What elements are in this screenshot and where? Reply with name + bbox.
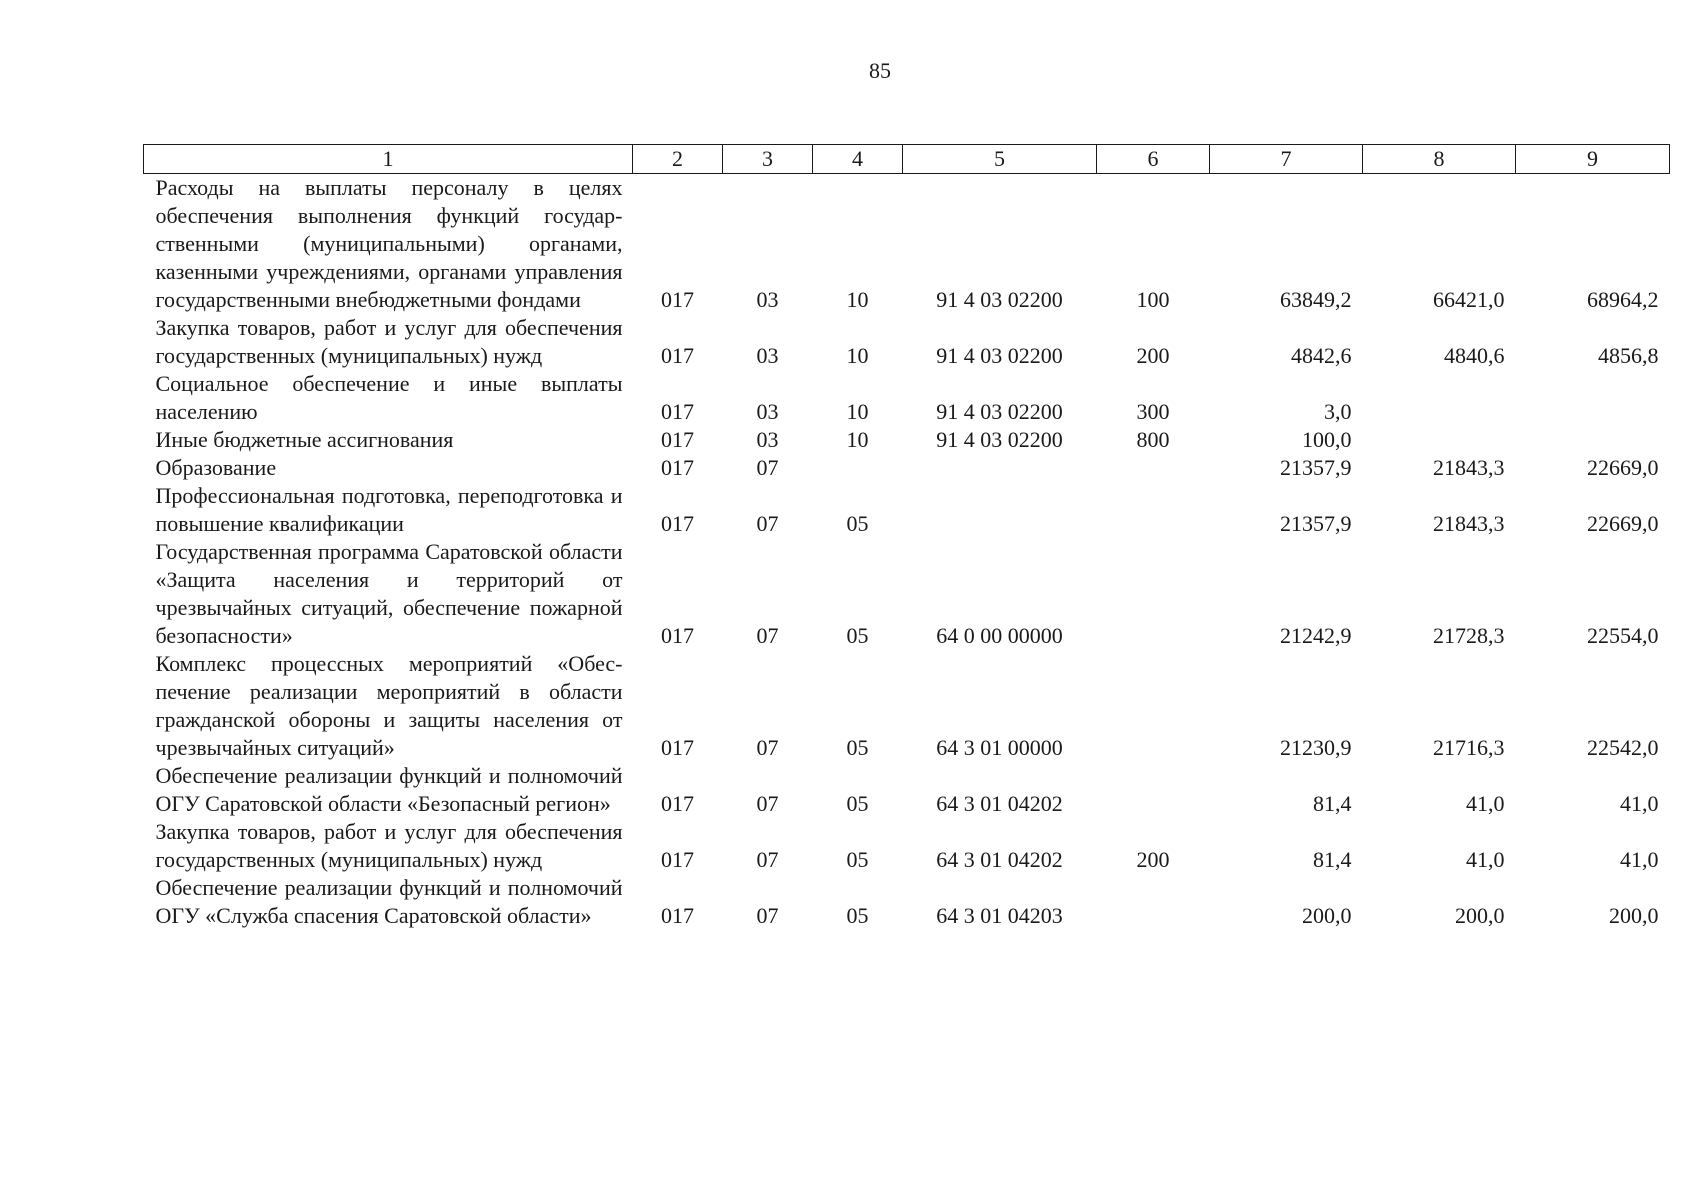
amount-col9-cell: 22669,0 xyxy=(1587,511,1659,536)
amount-col8-cell xyxy=(1363,426,1516,454)
amount-col8-cell: 4840,6 xyxy=(1444,343,1505,368)
amount-col7-cell: 100,0 xyxy=(1302,427,1352,452)
row-name-cell: Социальное обеспечение и иные выплаты населению xyxy=(155,371,623,424)
admin-code-cell: 017 xyxy=(661,735,694,760)
amount-col8-cell: 41,0 xyxy=(1466,847,1505,872)
subsection-cell: 05 xyxy=(846,735,869,760)
header-cell-3: 3 xyxy=(723,145,813,174)
table-row xyxy=(144,482,1670,538)
amount-col7-cell: 4842,6 xyxy=(1291,343,1352,368)
header-row xyxy=(144,145,1670,174)
target-article-cell: 64 3 01 04202 xyxy=(936,847,1063,872)
table-row xyxy=(144,762,1670,818)
amount-col7-cell: 200,0 xyxy=(1302,903,1352,928)
table-row xyxy=(144,818,1670,874)
table-row xyxy=(144,650,1670,762)
amount-col7-cell: 3,0 xyxy=(1324,399,1352,424)
expense-type-cell: 800 xyxy=(1136,427,1170,452)
header-cell-1: 1 xyxy=(144,145,633,174)
row-name-cell: Государственная программа Саратовской области «Защита населения и территорий от чрезвычайных ситуаций, обеспечение пожарной безопасности» xyxy=(155,539,623,648)
amount-col9-cell: 68964,2 xyxy=(1587,287,1659,312)
admin-code-cell: 017 xyxy=(661,455,694,480)
admin-code-cell: 017 xyxy=(661,287,694,312)
expense-type-cell xyxy=(1097,650,1210,762)
amount-col9-cell: 4856,8 xyxy=(1598,343,1659,368)
row-name-cell: Закупка товаров, работ и услуг для обеспечения государственных (муниципальных) нужд xyxy=(155,819,623,872)
amount-col9-cell: 22669,0 xyxy=(1587,455,1659,480)
row-name-cell: Профессиональная подготовка, переподготовка и повышение квалификации xyxy=(155,483,623,536)
header-cell-9: 9 xyxy=(1516,145,1670,174)
amount-col7-cell: 21242,9 xyxy=(1280,623,1352,648)
row-name-cell: Образование xyxy=(155,455,277,480)
header-cell-8: 8 xyxy=(1363,145,1516,174)
section-cell: 07 xyxy=(756,791,779,816)
expense-type-cell xyxy=(1097,454,1210,482)
expense-type-cell: 200 xyxy=(1136,847,1170,872)
admin-code-cell: 017 xyxy=(661,903,694,928)
section-cell: 03 xyxy=(756,343,779,368)
section-cell: 07 xyxy=(756,623,779,648)
subsection-cell: 10 xyxy=(846,427,869,452)
table-row xyxy=(144,538,1670,650)
amount-col8-cell: 66421,0 xyxy=(1433,287,1505,312)
expense-type-cell xyxy=(1097,538,1210,650)
amount-col9-cell: 41,0 xyxy=(1620,847,1659,872)
table-body xyxy=(144,174,1670,931)
row-name-cell: Расходы на выплаты персоналу в целях обеспечения выполнения функций государственными (муниципальными) органами, казенными учреждениями, органами управления государственными внебюджетными фондами xyxy=(155,175,623,312)
amount-col7-cell: 63849,2 xyxy=(1280,287,1352,312)
amount-col8-cell: 21843,3 xyxy=(1433,455,1505,480)
table-row xyxy=(144,314,1670,370)
row-name-cell: Обеспечение реализации функций и полномочий ОГУ «Служба спасения Саратовской области» xyxy=(155,875,623,928)
amount-col8-cell: 21716,3 xyxy=(1433,735,1505,760)
subsection-cell: 05 xyxy=(846,847,869,872)
row-name-cell: Иные бюджетные ассигнования xyxy=(155,427,454,452)
expense-type-cell: 300 xyxy=(1136,399,1170,424)
row-name-cell: Обеспечение реализации функций и полномочий ОГУ Саратовской области «Безопасный регион» xyxy=(155,763,623,816)
header-cell-5: 5 xyxy=(903,145,1097,174)
expense-type-cell: 100 xyxy=(1136,287,1170,312)
expense-type-cell: 200 xyxy=(1136,343,1170,368)
amount-col9-cell: 22542,0 xyxy=(1587,735,1659,760)
amount-col8-cell: 21728,3 xyxy=(1433,623,1505,648)
expense-type-cell xyxy=(1097,762,1210,818)
subsection-cell: 10 xyxy=(846,287,869,312)
admin-code-cell: 017 xyxy=(661,427,694,452)
amount-col7-cell: 81,4 xyxy=(1313,847,1352,872)
target-article-cell: 91 4 03 02200 xyxy=(936,343,1063,368)
section-cell: 03 xyxy=(756,399,779,424)
section-cell: 07 xyxy=(756,847,779,872)
budget-table xyxy=(143,144,1670,930)
subsection-cell: 10 xyxy=(846,343,869,368)
admin-code-cell: 017 xyxy=(661,399,694,424)
subsection-cell: 05 xyxy=(846,511,869,536)
subsection-cell: 10 xyxy=(846,399,869,424)
target-article-cell: 64 3 01 04202 xyxy=(936,791,1063,816)
amount-col9-cell: 41,0 xyxy=(1620,791,1659,816)
header-cell-6: 6 xyxy=(1097,145,1210,174)
admin-code-cell: 017 xyxy=(661,847,694,872)
header-cell-4: 4 xyxy=(813,145,903,174)
section-cell: 07 xyxy=(756,511,779,536)
section-cell: 03 xyxy=(756,427,779,452)
row-name-cell: Закупка товаров, работ и услуг для обеспечения государственных (муниципальных) нужд xyxy=(155,315,623,368)
amount-col7-cell: 21230,9 xyxy=(1280,735,1352,760)
amount-col8-cell: 21843,3 xyxy=(1433,511,1505,536)
section-cell: 07 xyxy=(756,735,779,760)
amount-col7-cell: 21357,9 xyxy=(1280,455,1352,480)
section-cell: 03 xyxy=(756,287,779,312)
expense-type-cell xyxy=(1097,874,1210,930)
amount-col9-cell: 200,0 xyxy=(1609,903,1659,928)
target-article-cell xyxy=(903,482,1097,538)
table-row xyxy=(144,426,1670,454)
target-article-cell: 91 4 03 02200 xyxy=(936,427,1063,452)
table-header xyxy=(144,145,1670,174)
table-row xyxy=(144,874,1670,930)
amount-col9-cell: 22554,0 xyxy=(1587,623,1659,648)
admin-code-cell: 017 xyxy=(661,623,694,648)
subsection-cell xyxy=(813,454,903,482)
amount-col7-cell: 81,4 xyxy=(1313,791,1352,816)
section-cell: 07 xyxy=(756,455,779,480)
amount-col9-cell xyxy=(1516,370,1670,426)
amount-col8-cell: 200,0 xyxy=(1455,903,1505,928)
table-row xyxy=(144,454,1670,482)
expense-type-cell xyxy=(1097,482,1210,538)
target-article-cell: 64 3 01 04203 xyxy=(936,903,1063,928)
admin-code-cell: 017 xyxy=(661,511,694,536)
section-cell: 07 xyxy=(756,903,779,928)
page-number: 85 xyxy=(869,58,891,83)
subsection-cell: 05 xyxy=(846,623,869,648)
target-article-cell: 91 4 03 02200 xyxy=(936,399,1063,424)
admin-code-cell: 017 xyxy=(661,343,694,368)
subsection-cell: 05 xyxy=(846,903,869,928)
amount-col7-cell: 21357,9 xyxy=(1280,511,1352,536)
header-cell-7: 7 xyxy=(1210,145,1363,174)
amount-col8-cell: 41,0 xyxy=(1466,791,1505,816)
amount-col9-cell xyxy=(1516,426,1670,454)
table-row xyxy=(144,174,1670,315)
target-article-cell: 64 0 00 00000 xyxy=(936,623,1063,648)
admin-code-cell: 017 xyxy=(661,791,694,816)
amount-col8-cell xyxy=(1363,370,1516,426)
target-article-cell xyxy=(903,454,1097,482)
row-name-cell: Комплекс процессных мероприятий «Обеспечение реализации мероприятий в области гражданской обороны и защиты населения от чрезвычайных ситуаций» xyxy=(155,651,623,760)
table-row xyxy=(144,370,1670,426)
target-article-cell: 64 3 01 00000 xyxy=(936,735,1063,760)
target-article-cell: 91 4 03 02200 xyxy=(936,287,1063,312)
header-cell-2: 2 xyxy=(633,145,723,174)
subsection-cell: 05 xyxy=(846,791,869,816)
